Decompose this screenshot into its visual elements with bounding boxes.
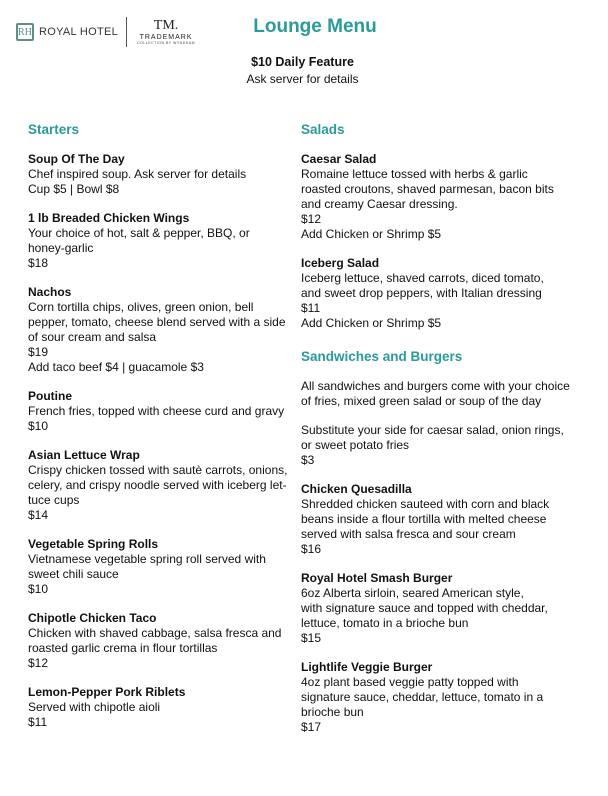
menu-item-name: Vegetable Spring Rolls [28, 537, 159, 551]
menu-item [28, 611, 296, 671]
menu-item-description: roasted croutons, shaved parmesan, bacon bits [301, 182, 554, 196]
menu-item [28, 685, 296, 730]
menu-item-description: $11 [301, 301, 321, 315]
menu-item-name: Iceberg Salad [301, 256, 380, 270]
menu-item-description: 6oz Alberta sirloin, seared American style, [301, 586, 524, 600]
menu-item-name: Royal Hotel Smash Burger [301, 571, 453, 585]
royal-hotel-monogram: RH [16, 23, 34, 41]
menu-item-description: signature sauce, cheddar, lettuce, tomato in a [301, 690, 544, 704]
trademark-mark: TM. [153, 17, 179, 33]
menu-item-description: celery, and crispy noodle served with iceberg let- [28, 478, 287, 492]
menu-item-description: $14 [28, 508, 49, 522]
menu-item [301, 571, 586, 646]
sandwiches-substitute-note [301, 423, 586, 468]
menu-item-description: Romaine lettuce tossed with herbs & garlic [301, 167, 528, 181]
menu-item-description: Shredded chicken sauteed with corn and black [301, 497, 550, 511]
sandwiches-intro [301, 379, 586, 409]
menu-item-name: Poutine [28, 389, 72, 403]
menu-item-name: Chicken Quesadilla [301, 482, 412, 496]
page-title: Lounge Menu [253, 16, 377, 37]
menu-item-description: Chef inspired soup. Ask server for details [28, 167, 247, 181]
menu-item-name: Lightlife Veggie Burger [301, 660, 433, 674]
starters-list [28, 152, 296, 730]
menu-item-description: $17 [301, 720, 322, 734]
menu-item-description: served with salsa fresca and sour cream [301, 527, 516, 541]
menu-item-description: Cup $5 | Bowl $8 [28, 182, 120, 196]
menu-item-description: $12 [301, 212, 322, 226]
menu-item-description: Add taco beef $4 | guacamole $3 [28, 360, 204, 374]
menu-item-description: Corn tortilla chips, olives, green onion, bell [28, 300, 254, 314]
menu-item [28, 152, 296, 197]
menu-item-description: Crispy chicken tossed with sautè carrots, onions, [28, 463, 288, 477]
menu-item-description: Add Chicken or Shrimp $5 [301, 316, 442, 330]
menu-item [28, 537, 296, 597]
menu-item-description: $11 [28, 715, 48, 729]
menu-item-description: lettuce, tomato in a brioche bun [301, 616, 469, 630]
menu-item-description: pepper, tomato, cheese blend served with a side [28, 315, 286, 329]
menu-item-name: Caesar Salad [301, 152, 377, 166]
menu-item-description: Vietnamese vegetable spring roll served with [28, 552, 266, 566]
menu-item [28, 211, 296, 271]
starters-column [28, 121, 296, 730]
trademark-subtitle: COLLECTION BY WYNDHAM [137, 40, 195, 45]
menu-item [28, 285, 296, 375]
daily-feature-note: Ask server for details [246, 72, 359, 86]
menu-item-description: $19 [28, 345, 49, 359]
menu-item-name: Asian Lettuce Wrap [28, 448, 140, 462]
sandwiches-list [301, 482, 586, 735]
menu-item-description: $10 [28, 582, 49, 596]
salads-list [301, 152, 586, 331]
menu-item-description: beans inside a flour tortilla with melted cheese [301, 512, 547, 526]
menu-item-description: and creamy Caesar dressing. [301, 197, 458, 211]
note-line: $3 [301, 453, 315, 467]
menu-item-description: sweet chili sauce [28, 567, 119, 581]
menu-item-name: 1 lb Breaded Chicken Wings [28, 211, 190, 225]
menu-item-description: $15 [301, 631, 322, 645]
menu-item-description: Chicken with shaved cabbage, salsa fresca and [28, 626, 282, 640]
menu-item-description: $12 [28, 656, 49, 670]
menu-item-description: tuce cups [28, 493, 80, 507]
note-line: Substitute your side for caesar salad, onion rings, [301, 423, 564, 437]
section-heading-starters: Starters [28, 122, 80, 137]
menu-item-description: Your choice of hot, salt & pepper, BBQ, or [28, 226, 250, 240]
royal-hotel-wordmark: ROYAL HOTEL [39, 26, 119, 38]
menu-item-description: $18 [28, 256, 49, 270]
menu-item-description: Iceberg lettuce, shaved carrots, diced tomato, [301, 271, 544, 285]
menu-item-description: honey-garlic [28, 241, 94, 255]
menu-item-name: Soup Of The Day [28, 152, 125, 166]
menu-item-description: 4oz plant based veggie patty topped with [301, 675, 519, 689]
menu-item [301, 660, 586, 735]
menu-item-description: and sweet drop peppers, with Italian dressing [301, 286, 542, 300]
menu-item [28, 448, 296, 523]
note-line: of fries, mixed green salad or soup of the day [301, 394, 542, 408]
menu-item-description: $16 [301, 542, 322, 556]
menu-item-description: roasted garlic crema in flour tortillas [28, 641, 218, 655]
menu-item-description: $10 [28, 419, 49, 433]
menu-item [301, 152, 586, 242]
menu-item-name: Chipotle Chicken Taco [28, 611, 157, 625]
menu-item-name: Nachos [28, 285, 72, 299]
menu-item-description: French fries, topped with cheese curd and gravy [28, 404, 285, 418]
menu-item-description: Served with chipotle aioli [28, 700, 161, 714]
menu-item-description: with signature sauce and topped with cheddar, [301, 601, 548, 615]
section-heading-salads: Salads [301, 122, 345, 137]
menu-item [301, 256, 586, 331]
menu-item [301, 482, 586, 557]
menu-item-description: brioche bun [301, 705, 364, 719]
daily-feature-heading: $10 Daily Feature [251, 55, 354, 69]
trademark-wordmark: TRADEMARK [139, 33, 193, 41]
menu-item [28, 389, 296, 434]
right-column [301, 121, 586, 735]
section-heading-sandwiches: Sandwiches and Burgers [301, 349, 463, 364]
note-line: All sandwiches and burgers come with your choice [301, 379, 570, 393]
note-line: or sweet potato fries [301, 438, 410, 452]
menu-item-name: Lemon-Pepper Pork Riblets [28, 685, 186, 699]
menu-item-description: Add Chicken or Shrimp $5 [301, 227, 442, 241]
menu-item-description: of sour cream and salsa [28, 330, 157, 344]
